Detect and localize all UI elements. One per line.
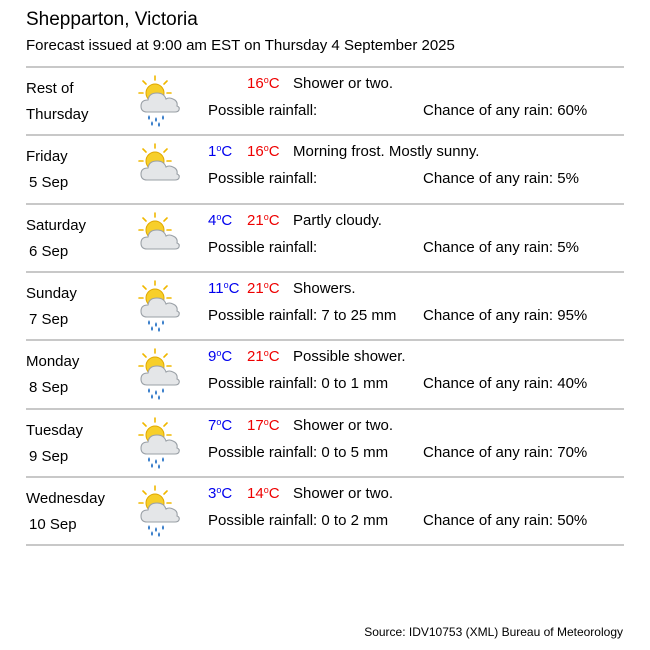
max-temperature: 21$^o$C [247,280,280,297]
day-name: Rest of [26,80,74,97]
forecast-row [0,134,650,202]
temperature-line [208,280,356,297]
temperature-line [208,417,393,434]
forecast-description: Shower or two. [293,485,394,502]
max-temperature: 21$^o$C [247,212,280,229]
temperature-line [208,143,479,160]
possible-rainfall: Possible rainfall: [208,239,318,256]
possible-rainfall: Possible rainfall: 0 to 1 mm [208,375,389,392]
chance-of-rain: Chance of any rain: 50% [423,512,588,529]
day-name: Sunday [26,285,77,302]
day-label [26,349,79,401]
day-name: Saturday [26,217,87,234]
shower-icon [133,72,183,122]
location-title: Shepparton, Victoria [26,9,198,30]
day-label [26,213,86,265]
day-label [26,76,89,128]
forecast-description: Showers. [293,280,356,297]
forecast-description: Shower or two. [293,417,394,434]
min-temperature: 3$^o$C [208,485,233,502]
possible-rainfall: Possible rainfall: [208,102,318,119]
partly-cloudy-icon [133,209,183,259]
chance-of-rain: Chance of any rain: 5% [423,170,579,187]
day-name: Wednesday [26,490,105,507]
temperature-line [208,212,382,229]
shower-icon [133,277,183,327]
chance-of-rain: Chance of any rain: 60% [423,102,588,119]
temperature-line [208,75,393,92]
forecast-description: Morning frost. Mostly sunny. [293,143,480,160]
mostly-sunny-icon [133,140,183,190]
max-temperature: 16$^o$C [247,143,280,160]
possible-rainfall: Possible rainfall: [208,170,318,187]
temperature-line [208,348,406,365]
forecast-row [0,339,650,407]
day-label [26,486,105,538]
day-label [26,418,83,470]
shower-icon [133,414,183,464]
min-temperature: 4$^o$C [208,212,233,229]
forecast-description: Shower or two. [293,75,394,92]
chance-of-rain: Chance of any rain: 5% [423,239,579,256]
min-temperature: 9$^o$C [208,348,233,365]
temperature-line [208,485,393,502]
shower-icon [133,345,183,395]
day-date: 7 Sep [29,311,69,328]
forecast-description: Possible shower. [293,348,406,365]
source-credit: Source: IDV10753 (XML) Bureau of Meteorology [364,625,623,639]
chance-of-rain: Chance of any rain: 40% [423,375,588,392]
day-name: Monday [26,353,80,370]
min-temperature: 1$^o$C [208,143,233,160]
max-temperature: 16$^o$C [247,75,280,92]
possible-rainfall: Possible rainfall: 0 to 5 mm [208,444,389,461]
day-label [26,281,77,333]
shower-icon [133,482,183,532]
min-temperature: 7$^o$C [208,417,233,434]
forecast-row [0,408,650,476]
day-date: 6 Sep [29,243,69,260]
day-name: Friday [26,148,68,165]
possible-rainfall: Possible rainfall: 0 to 2 mm [208,512,389,529]
max-temperature: 17$^o$C [247,417,280,434]
forecast-row [0,476,650,544]
day-date: Thursday [26,106,89,123]
chance-of-rain: Chance of any rain: 70% [423,444,588,461]
max-temperature: 14$^o$C [247,485,280,502]
day-label [26,144,68,196]
day-date: 9 Sep [29,448,69,465]
day-date: 8 Sep [29,379,69,396]
chance-of-rain: Chance of any rain: 95% [423,307,588,324]
row-divider [26,544,624,546]
day-date: 5 Sep [29,174,69,191]
forecast-issued-text: Forecast issued at 9:00 am EST on Thursday 4 September 2025 [26,37,455,54]
forecast-row [0,66,650,134]
max-temperature: 21$^o$C [247,348,280,365]
forecast-row [0,271,650,339]
day-name: Tuesday [26,422,83,439]
min-temperature: 11$^o$C [208,280,240,297]
forecast-row [0,203,650,271]
forecast-description: Partly cloudy. [293,212,382,229]
day-date: 10 Sep [29,516,77,533]
possible-rainfall: Possible rainfall: 7 to 25 mm [208,307,397,324]
